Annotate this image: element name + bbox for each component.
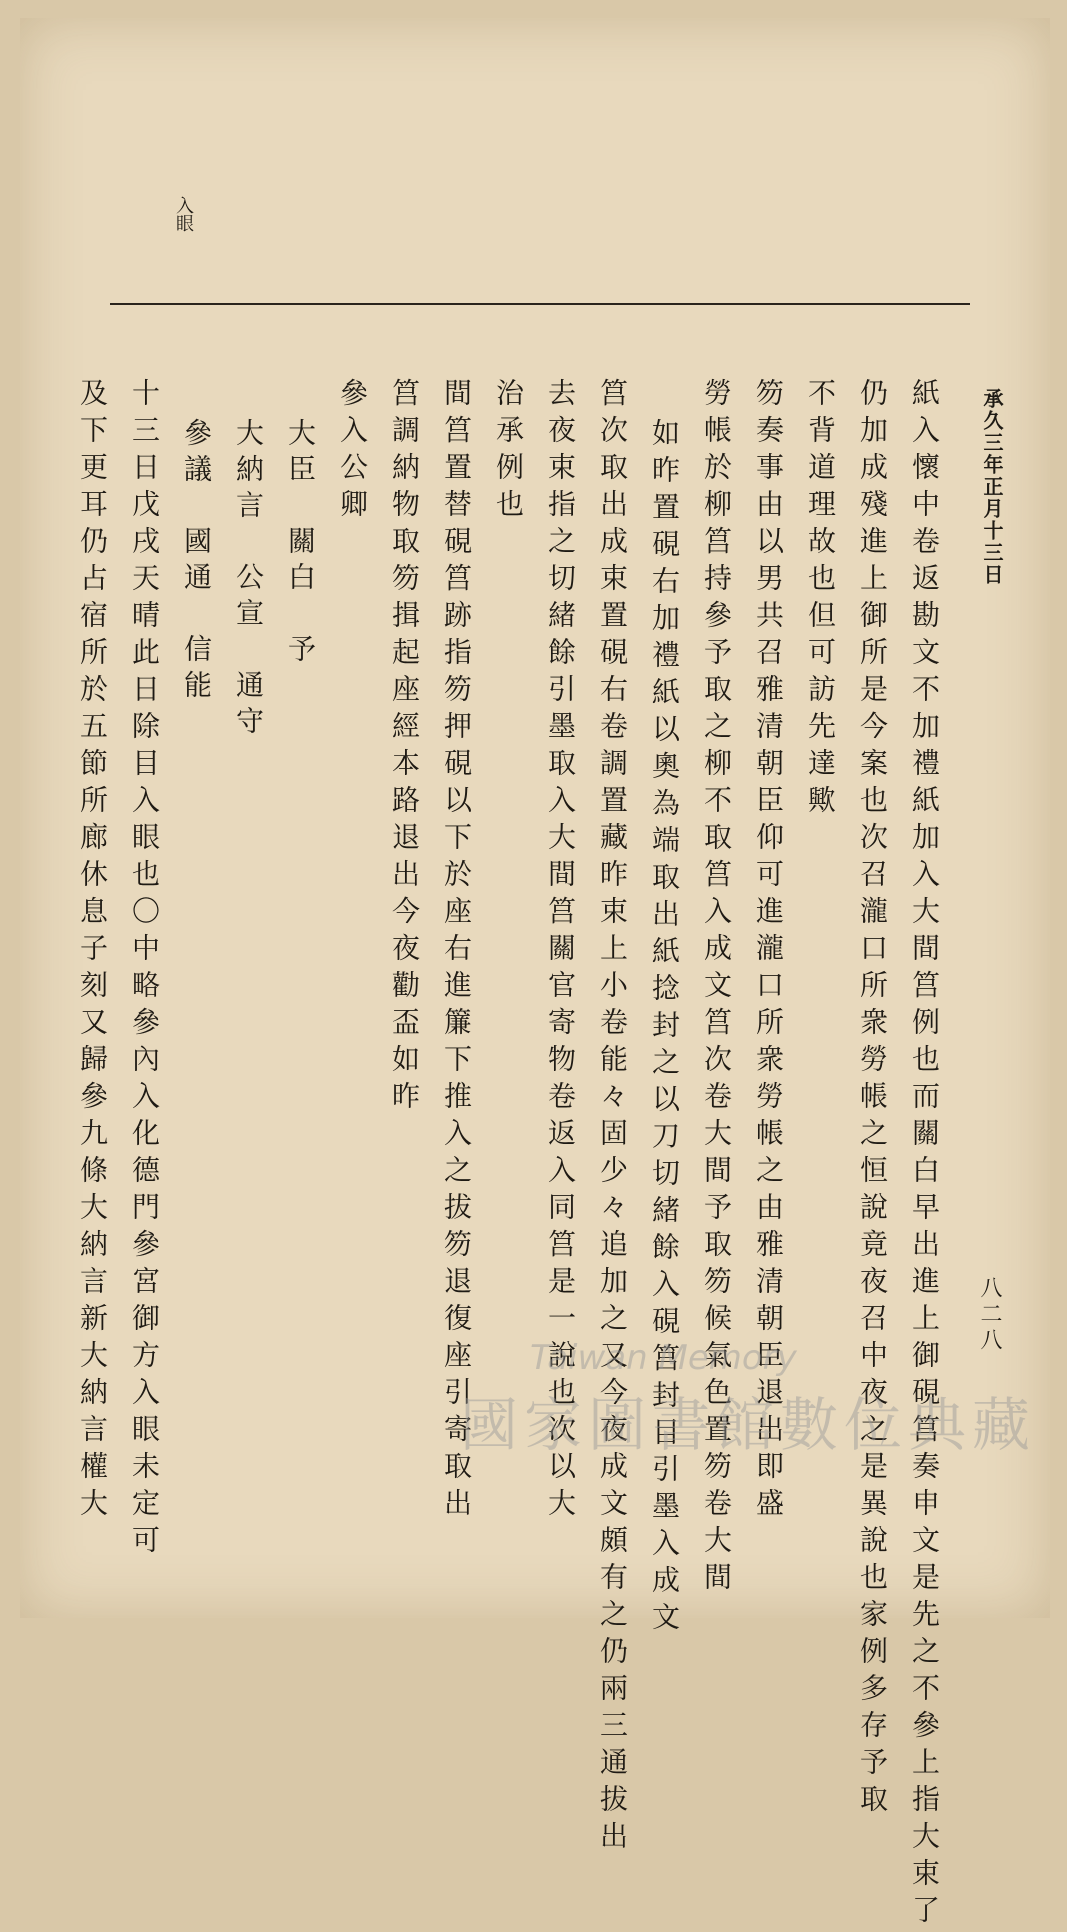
text-column: 笏奏事由以男共召雅清朝臣仰可進瀧口所衆勞帳之由雅清朝臣退出即盛 (752, 378, 785, 1525)
text-column: 參入公卿 (336, 378, 369, 526)
text-column: 及下更耳仍占宿所於五節所廊休息子刻又歸參九條大納言新大納言權大 (76, 378, 109, 1525)
library-watermark: 國家圖書館數位典藏 (460, 1391, 1037, 1459)
text-column: 如昨置硯右加禮紙以奧為端取出紙捻封之以刀切緒餘入硯筥封目引墨入成文 (648, 418, 681, 1639)
text-column: 筥次取出成束置硯右卷調置藏昨束上小卷能々固少々追加之又今夜成文頗有之仍兩三通拔出 (596, 378, 629, 1858)
text-column: 不背道理故也但可訪先達歟 (804, 378, 837, 822)
text-column: 十三日戊戌天晴此日除目入眼也〇中略參內入化德門參宮御方入眼未定可 (128, 378, 161, 1562)
margin-note: 入眼 (173, 196, 194, 232)
page-number: 八二八 (977, 1276, 1002, 1354)
header-rule (110, 303, 970, 305)
text-column: 去夜束指之切緒餘引墨取入大間筥關官寄物卷返入同筥是一說也次以大 (544, 378, 577, 1525)
text-column: 筥調納物取笏揖起座經本路退出今夜勸盃如昨 (388, 378, 421, 1118)
scanned-page (20, 18, 1050, 1932)
text-column: 治承例也 (492, 378, 525, 526)
text-column: 勞帳於柳筥持參予取之柳不取筥入成文筥次卷大間予取笏候氣色置笏卷大間 (700, 378, 733, 1599)
text-column: 間筥置替硯筥跡指笏押硯以下於座右進簾下推入之拔笏退復座引寄取出 (440, 378, 473, 1525)
text-column: 仍加成殘進上御所是今案也次召瀧口所衆勞帳之恒說竟夜召中夜之是異說也家例多存予取 (856, 378, 889, 1821)
attendee-row: 大臣 關白 予 (284, 418, 317, 670)
attendee-row: 參議 國通 信能 (180, 418, 213, 706)
text-column: 紙入懷中卷返勘文不加禮紙加入大間筥例也而關白早出進上御硯筥奏申文是先之不參上指大束了 (908, 378, 941, 1932)
attendee-row: 大納言 公宣 通守 (232, 418, 265, 742)
watermark-subtitle: Taiwan Memory (530, 1338, 797, 1378)
running-title: 承久三年正月十三日 (980, 388, 1004, 586)
